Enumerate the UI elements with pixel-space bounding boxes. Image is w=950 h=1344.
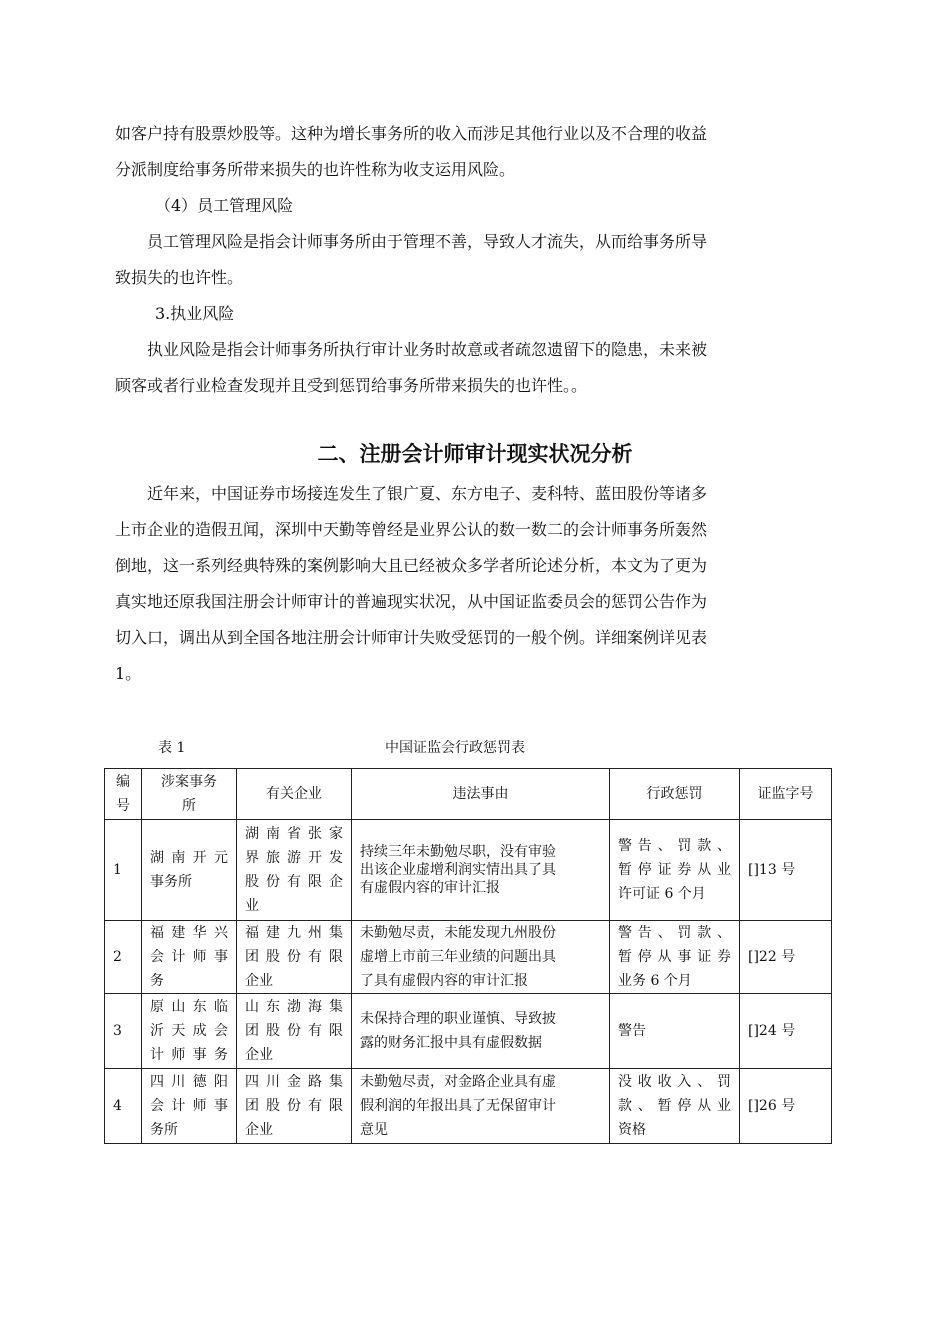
cell-line: 暂停从事证券 — [618, 949, 731, 965]
text-line: 上市企业的造假丑闻，深圳中天勤等曾经是业界公认的数一数二的会计师事务所轰然 — [115, 520, 708, 539]
cell-corp — [237, 994, 352, 1069]
table-row — [105, 994, 832, 1069]
cell-line: 警告 — [618, 1023, 646, 1039]
header-doc: 证监字号 — [740, 769, 832, 820]
cell-line: 界旅游开发 — [245, 850, 343, 866]
cell-penalty — [610, 921, 740, 994]
paragraph-staff-risk — [115, 224, 835, 296]
cell-line: 务 — [150, 973, 164, 989]
cell-line: 福建华兴 — [150, 925, 228, 941]
cell-doc: []26 号 — [740, 1069, 832, 1144]
cell-firm — [142, 921, 237, 994]
cell-penalty — [610, 994, 740, 1069]
subheading-practice-risk: 3.执业风险 — [155, 304, 235, 323]
cell-firm — [142, 1069, 237, 1144]
cell-reason — [352, 1069, 610, 1144]
cell-reason — [352, 820, 610, 921]
cell-line: 没收收入、罚 — [618, 1074, 731, 1090]
cell-doc: []13 号 — [740, 820, 832, 921]
text-line: 倒地，这一系列经典特殊的案例影响大且已经被众多学者所论述分析，本文为了更为 — [115, 556, 708, 575]
cell-line: 团股份有限 — [245, 1098, 343, 1114]
text-line: 执业风险是指会计师事务所执行审计业务时故意或者疏忽遗留下的隐患，未来被 — [147, 340, 708, 359]
cell-line: 未保持合理的职业谨慎、导致披 — [360, 1011, 556, 1027]
cell-line: 未勤勉尽责，未能发现九州股份 — [360, 925, 556, 941]
cell-line: 股份有限企 — [245, 874, 343, 890]
header-penalty: 行政惩罚 — [610, 769, 740, 820]
cell-doc: []24 号 — [740, 994, 832, 1069]
cell-line: 持续三年未勤勉尽职，没有审验 — [360, 844, 556, 860]
paragraph-audit-status — [115, 476, 835, 692]
text-line: 近年来，中国证券市场接连发生了银广夏、东方电子、麦科特、蓝田股份等诸多 — [147, 484, 708, 503]
cell-line: 许可证 6 个月 — [618, 886, 706, 902]
cell-no: 3 — [105, 994, 142, 1069]
cell-line: 警告、罚款、 — [618, 925, 731, 941]
cell-reason — [352, 921, 610, 994]
text-line: 真实地还原我国注册会计师审计的普遍现实状况，从中国证监委员会的惩罚公告作为 — [115, 592, 708, 611]
cell-line: 出该企业虚增利润实情出具了具 — [360, 862, 556, 878]
cell-line: 计师事务 — [150, 1047, 228, 1063]
cell-line: 福建九州集 — [245, 925, 343, 941]
header-firm — [142, 769, 237, 820]
table-caption-number: 表 1 — [158, 740, 186, 756]
cell-line: 露的财务汇报中具有虚假数据 — [360, 1035, 542, 1051]
penalty-table — [104, 768, 832, 1144]
text-line: 顾客或者行业检查发现并且受到惩罚给事务所带来损失的也许性。。 — [115, 376, 588, 395]
cell-no: 4 — [105, 1069, 142, 1144]
table-row — [105, 820, 832, 921]
cell-line: 了具有虚假内容的审计汇报 — [360, 973, 528, 989]
cell-line: 会计师事 — [150, 1098, 228, 1114]
cell-corp — [237, 820, 352, 921]
cell-line: 湖南省张家 — [245, 826, 343, 842]
header-reason: 违法事由 — [352, 769, 610, 820]
header-corp: 有关企业 — [237, 769, 352, 820]
header-line: 号 — [116, 798, 130, 814]
paragraph-practice-risk — [115, 332, 835, 404]
cell-line: 假利润的年报出具了无保留审计 — [360, 1098, 556, 1114]
cell-line: 未勤勉尽责，对金路企业具有虚 — [360, 1074, 556, 1090]
cell-no: 1 — [105, 820, 142, 921]
cell-reason — [352, 994, 610, 1069]
cell-line: 资格 — [618, 1122, 646, 1138]
cell-line: 款、暂停从业 — [618, 1098, 731, 1114]
table-caption-title: 中国证监会行政惩罚表 — [385, 740, 525, 756]
cell-line: 团股份有限 — [245, 949, 343, 965]
subheading-staff-risk: （4）员工管理风险 — [155, 196, 294, 215]
header-line: 涉案事务 — [161, 774, 217, 790]
cell-line: 湖南开元 — [150, 850, 228, 866]
cell-line: 沂天成会 — [150, 1023, 228, 1039]
cell-firm — [142, 994, 237, 1069]
cell-line: 业 — [245, 898, 259, 914]
header-no — [105, 769, 142, 820]
text-line: 1。 — [115, 664, 142, 683]
cell-line: 原山东临 — [150, 999, 228, 1015]
cell-line: 四川德阳 — [150, 1074, 228, 1090]
table-row — [105, 1069, 832, 1144]
cell-line: 虚增上市前三年业绩的问题出具 — [360, 949, 556, 965]
cell-line: 四川金路集 — [245, 1074, 343, 1090]
cell-line: 企业 — [245, 1122, 273, 1138]
cell-corp — [237, 921, 352, 994]
cell-line: 会计师事 — [150, 949, 228, 965]
cell-line: 事务所 — [150, 874, 192, 890]
cell-penalty — [610, 1069, 740, 1144]
cell-line: 警告、罚款、 — [618, 838, 731, 854]
cell-line: 业务 6 个月 — [618, 973, 692, 989]
cell-line: 有虚假内容的审计汇报 — [360, 880, 500, 896]
text-line: 如客户持有股票炒股等。这种为增长事务所的收入而涉足其他行业以及不合理的收益 — [115, 124, 708, 143]
cell-line: 山东渤海集 — [245, 999, 343, 1015]
paragraph-income-risk — [115, 116, 835, 188]
header-line: 所 — [182, 798, 196, 814]
text-line: 切入口，调出从到全国各地注册会计师审计失败受惩罚的一般个例。详细案例详见表 — [115, 628, 708, 647]
cell-line: 务所 — [150, 1122, 178, 1138]
header-line: 编 — [116, 774, 130, 790]
text-line: 致损失的也许性。 — [115, 268, 244, 287]
cell-firm — [142, 820, 237, 921]
cell-no: 2 — [105, 921, 142, 994]
text-line: 员工管理风险是指会计师事务所由于管理不善，导致人才流失，从而给事务所导 — [147, 232, 708, 251]
cell-line: 暂停证券从业 — [618, 862, 731, 878]
cell-line: 意见 — [360, 1122, 388, 1138]
cell-line: 企业 — [245, 973, 273, 989]
cell-doc: []22 号 — [740, 921, 832, 994]
cell-penalty — [610, 820, 740, 921]
table-header-row — [105, 769, 832, 820]
text-line: 分派制度给事务所带来损失的也许性称为收支运用风险。 — [115, 160, 516, 179]
section-title: 二、注册会计师审计现实状况分析 — [317, 442, 633, 466]
cell-line: 企业 — [245, 1047, 273, 1063]
cell-line: 团股份有限 — [245, 1023, 343, 1039]
table-row — [105, 921, 832, 994]
cell-corp — [237, 1069, 352, 1144]
